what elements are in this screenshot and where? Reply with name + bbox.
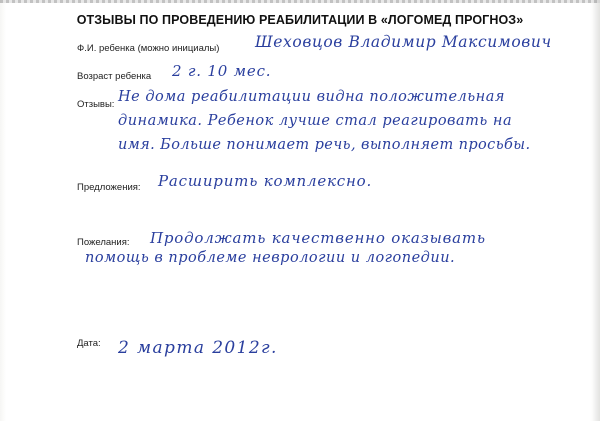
- child-age-label: Возраст ребенка: [77, 71, 152, 82]
- form-title: ОТЗЫВЫ ПО ПРОВЕДЕНИЮ РЕАБИЛИТАЦИИ В «ЛОГОМЕД ПРОГНОЗ»: [76, 13, 524, 27]
- date-value: 2 марта 2012г.: [118, 338, 278, 358]
- wishes-line: помощь в проблеме неврологии и логопедии.: [85, 250, 456, 266]
- reviews-line: динамика. Ребенок лучше стал реагировать на: [118, 113, 513, 129]
- suggestions-value: Расширить комплексно.: [158, 172, 373, 190]
- child-name-value: Шеховцов Владимир Максимович: [255, 33, 552, 51]
- scan-right-shadow: [592, 0, 600, 421]
- child-age-value: 2 г. 10 мес.: [172, 62, 272, 80]
- reviews-label: Отзывы:: [77, 99, 115, 110]
- date-label: Дата:: [77, 338, 101, 349]
- wishes-label: Пожелания:: [77, 237, 130, 248]
- suggestions-label: Предложения:: [77, 182, 141, 193]
- reviews-line: Не дома реабилитации видна положительная: [118, 89, 505, 105]
- reviews-line: имя. Больше понимает речь, выполняет просьбы.: [118, 137, 531, 153]
- scan-top-edge: [0, 0, 600, 3]
- child-name-label: Ф.И. ребенка (можно инициалы): [77, 43, 220, 54]
- wishes-line: Продолжать качественно оказывать: [150, 229, 486, 247]
